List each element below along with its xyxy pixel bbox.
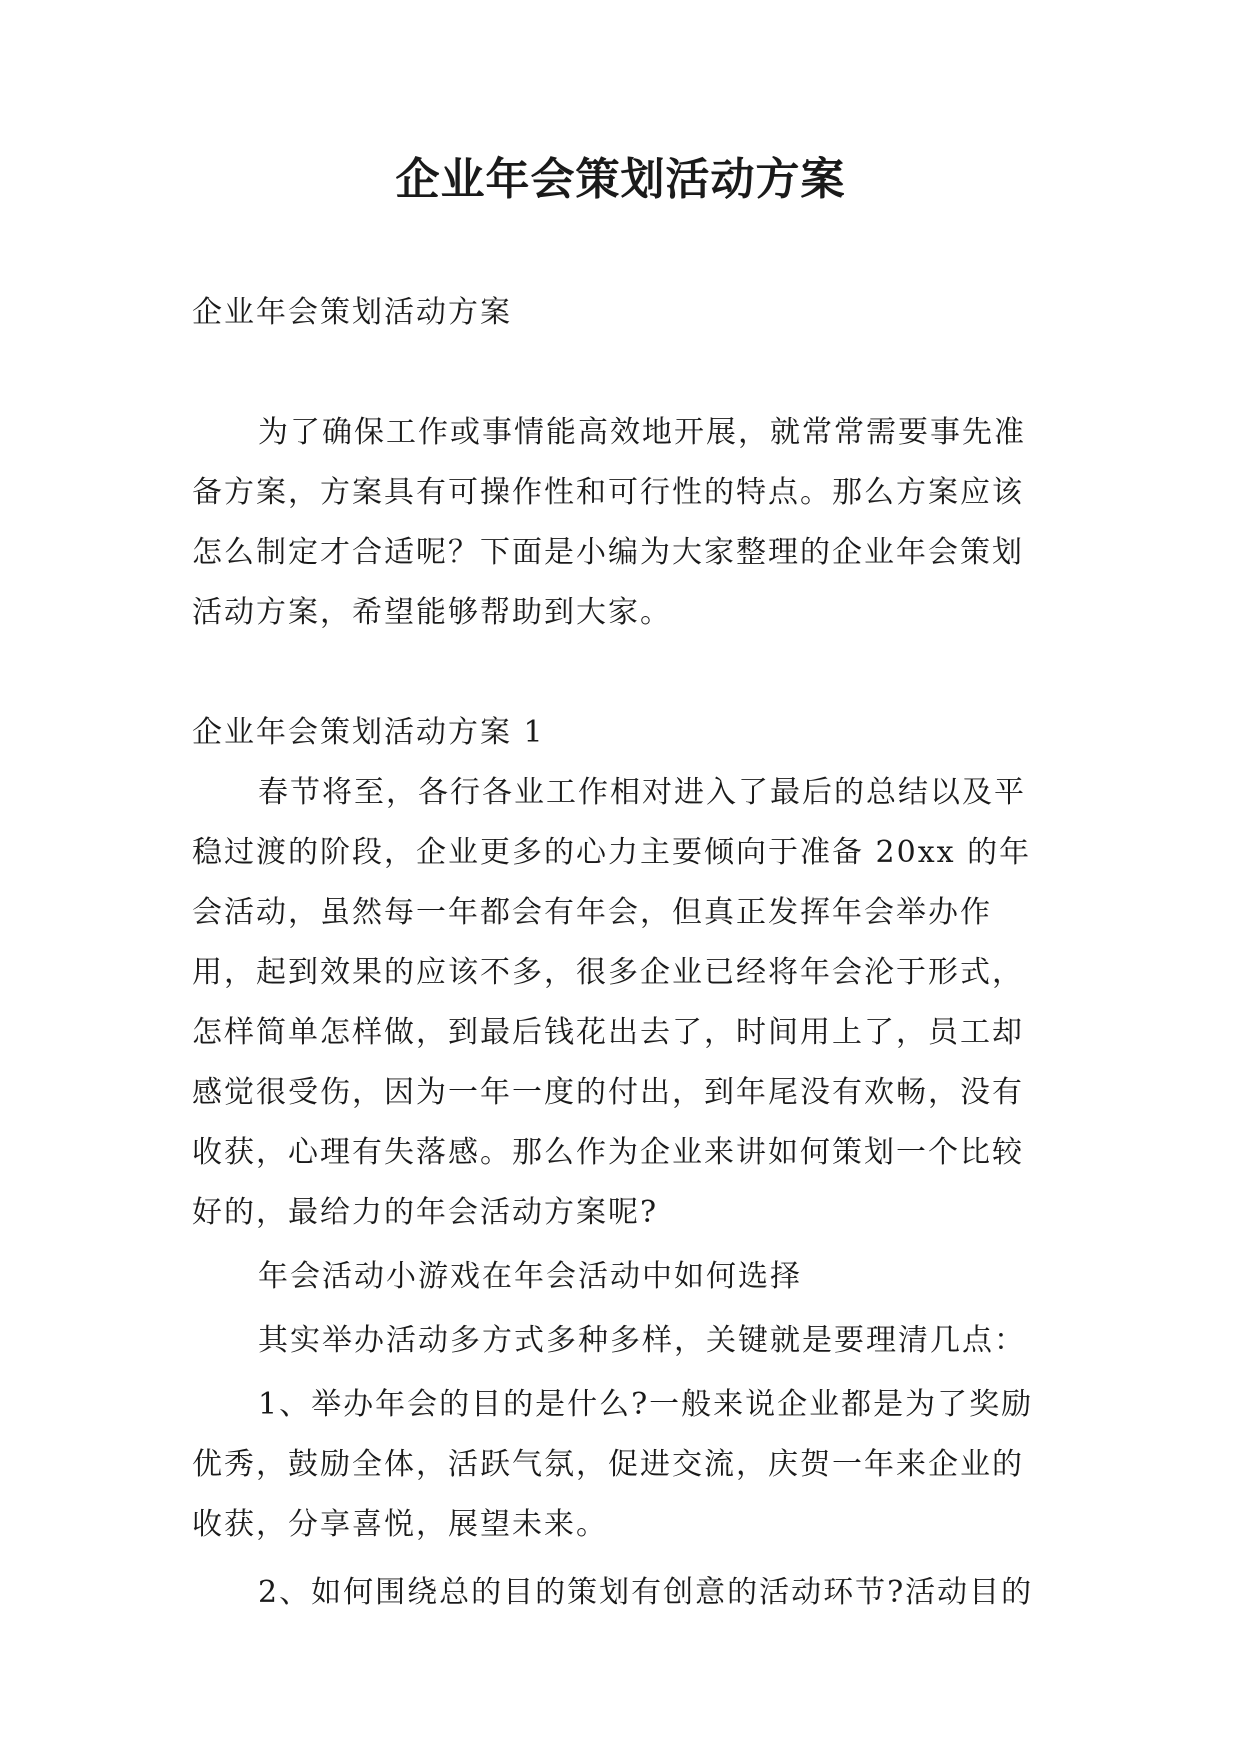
body-paragraph: 年会活动小游戏在年会活动中如何选择 xyxy=(258,1259,802,1294)
section-heading: 企业年会策划活动方案 1 xyxy=(192,715,545,750)
list-item-paragraph: 1、举办年会的目的是什么?一般来说企业都是为了奖励优秀，鼓励全体，活跃气氛，促进交流，庆贺一年来企业的收获，分享喜悦，展望未来。 xyxy=(192,1387,1034,1542)
body-paragraph: 春节将至，各行各业工作相对进入了最后的总结以及平稳过渡的阶段，企业更多的心力主要倾向于准备 20xx 的年会活动，虽然每一年都会有年会，但真正发挥年会举办作用，起到效果的应该不多，很多企业已经将年会沦于形式，怎样简单怎样做，到最后钱花出去了，时间用上了，员工却感觉很受伤，因为一年一度的付出，到年尾没有欢畅，没有收获，心理有失落感。那么作为企业来讲如何策划一个比较好的，最给力的年会活动方案呢? xyxy=(192,775,1032,1230)
intro-paragraph: 为了确保工作或事情能高效地开展，就常常需要事先准备方案，方案具有可操作性和可行性的特点。那么方案应该怎么制定才合适呢？下面是小编为大家整理的企业年会策划活动方案，希望能够帮助到大家。 xyxy=(192,415,1026,630)
list-item-paragraph: 2、如何围绕总的目的策划有创意的活动环节?活动目的 xyxy=(258,1575,1034,1610)
body-paragraph: 其实举办活动多方式多种多样，关键就是要理清几点： xyxy=(258,1323,1026,1358)
document-body xyxy=(192,283,1052,1623)
document-subtitle: 企业年会策划活动方案 xyxy=(192,295,512,330)
document-title: 企业年会策划活动方案 xyxy=(395,154,846,205)
